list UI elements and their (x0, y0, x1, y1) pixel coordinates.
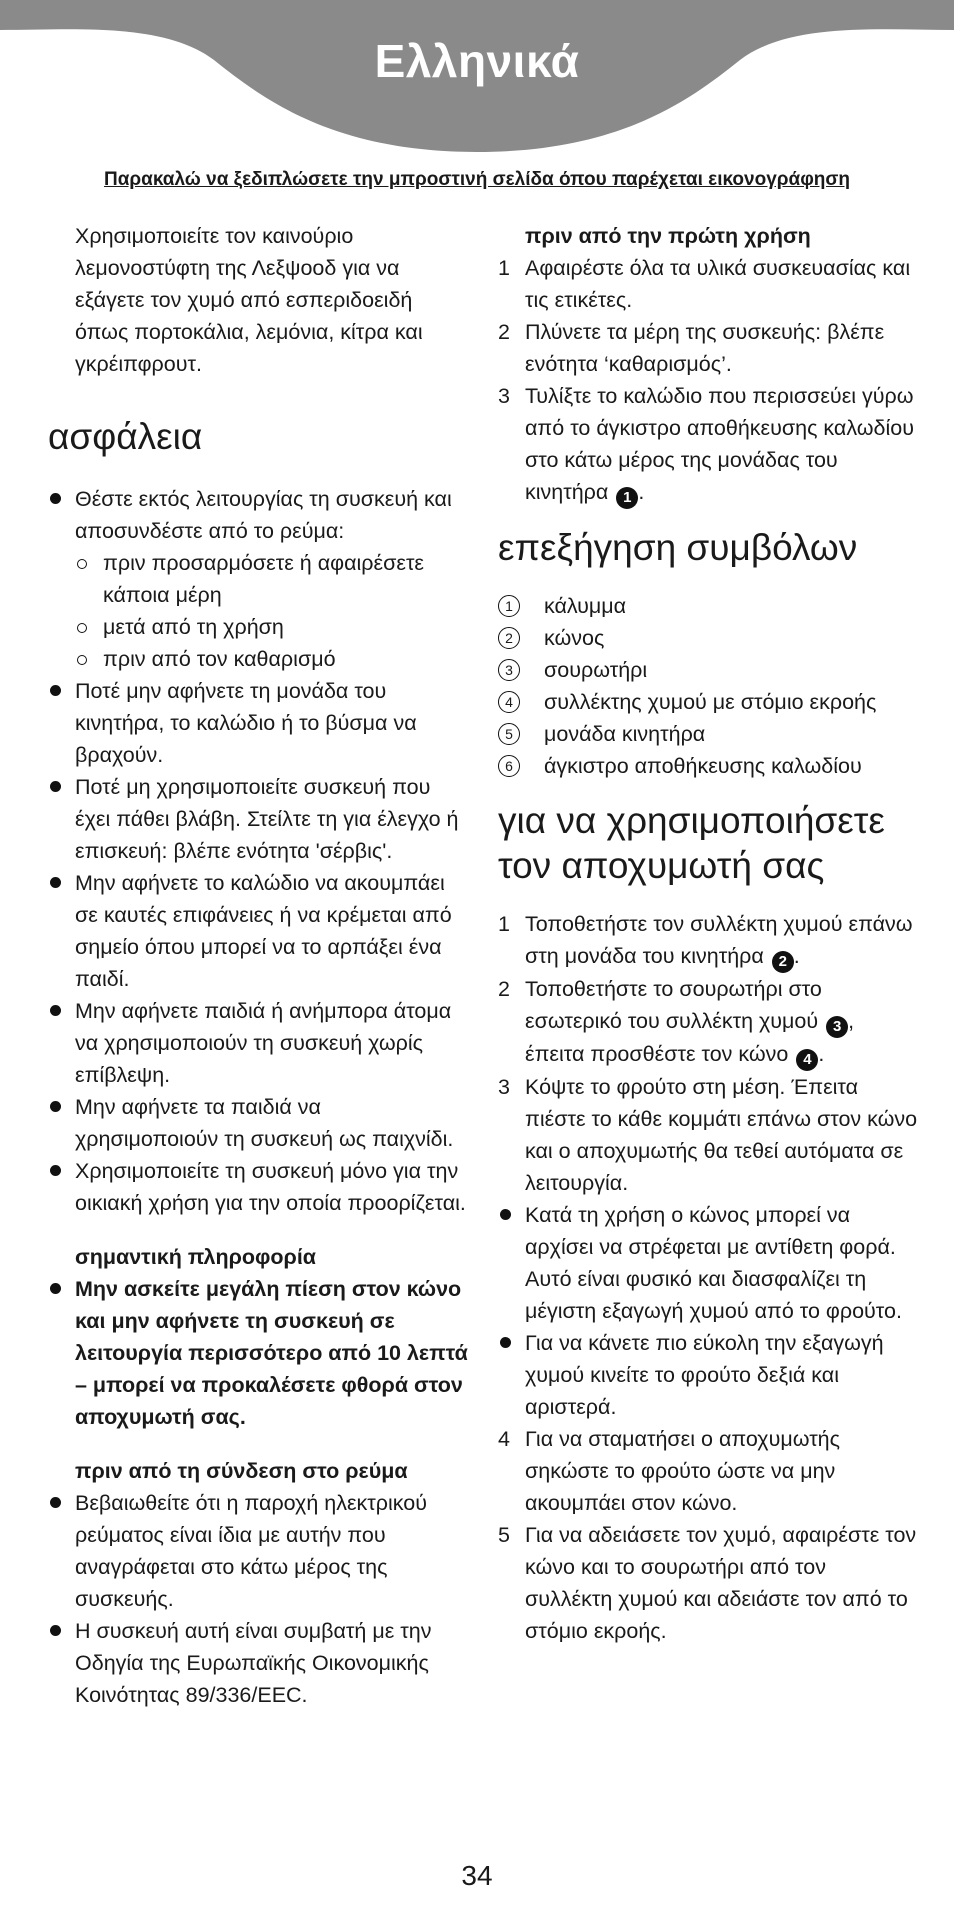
figure-reference-badge: 1 (616, 487, 638, 509)
sub-list-item: μετά από τη χρήση (48, 611, 468, 643)
list-item: Μην αφήνετε το καλώδιο να ακουμπάει σε καυτές επιφάνειες ή να κρέμεται από σημείο όπου μπορεί να το αρπάξει ένα παιδί. (48, 867, 468, 995)
before-plug-list (48, 1487, 468, 1711)
step-number: 2 (498, 977, 510, 1001)
step-item: 2 Πλύνετε τα μέρη της συσκευής: βλέπε ενότητα ‘καθαρισμός’. (498, 316, 918, 380)
important-list (48, 1273, 468, 1433)
circled-number-icon: 4 (498, 691, 520, 713)
list-item: Ποτέ μην αφήνετε τη μονάδα του κινητήρα, το καλώδιο ή το βύσμα να βραχούν. (48, 675, 468, 771)
step-item: 1 Αφαιρέστε όλα τα υλικά συσκευασίας και τις ετικέτες. (498, 252, 918, 316)
sub-list-item: πριν από τον καθαρισμό (48, 643, 468, 675)
hollow-bullet-icon (77, 655, 87, 665)
bullet-icon (50, 685, 61, 696)
first-use-steps (498, 252, 918, 509)
step-number: 5 (498, 1523, 510, 1547)
safety-list (48, 483, 468, 1219)
bullet-icon (50, 1005, 61, 1016)
step-number: 3 (498, 384, 510, 408)
circled-number-icon: 3 (498, 659, 520, 681)
page-number: 34 (461, 1860, 493, 1891)
header-banner (0, 0, 954, 160)
symbol-item: 1 κάλυμμα (498, 590, 918, 622)
symbol-item: 2 κώνος (498, 622, 918, 654)
list-item: Η συσκευή αυτή είναι συμβατή με την Οδηγία της Ευρωπαϊκής Οικονομικής Κοινότητας 89/336/EEC. (48, 1615, 468, 1711)
symbols-heading: επεξήγηση συμβόλων (498, 527, 858, 568)
bullet-icon (50, 877, 61, 888)
step-item: 2 Τοποθετήστε το σουρωτήρι στο εσωτερικό του συλλέκτη χυμού 3 , έπειτα προσθέστε τον κώνο 4 . (498, 973, 918, 1071)
safety-heading: ασφάλεια (48, 416, 203, 457)
circled-number-icon: 1 (498, 595, 520, 617)
bullet-icon (50, 1165, 61, 1176)
fold-out-notice: Παρακαλώ να ξεδιπλώσετε την μπροστινή σελίδα όπου παρέχεται εικονογράφηση (103, 169, 851, 190)
step-item: 4 Για να σταματήσει ο αποχυμωτής σηκώστε το φρούτο ώστε να μην ακουμπάει στον κώνο. (498, 1423, 918, 1519)
list-item: Μην αφήνετε παιδιά ή ανήμπορα άτομα να χρησιμοποιούν τη συσκευή χωρίς επίβλεψη. (48, 995, 468, 1091)
right-column (498, 220, 918, 1647)
list-item: Μην αφήνετε τα παιδιά να χρησιμοποιούν τη συσκευή ως παιχνίδι. (48, 1091, 468, 1155)
list-item: Ποτέ μη χρησιμοποιείτε συσκευή που έχει πάθει βλάβη. Στείλτε τη για έλεγχο ή επισκευή: βλέπε ενότητα 'σέρβις'. (48, 771, 468, 867)
symbol-item: 4 συλλέκτης χυμού με στόμιο εκροής (498, 686, 918, 718)
figure-reference-badge: 4 (796, 1049, 818, 1071)
sub-list-item: πριν προσαρμόσετε ή αφαιρέσετε κάποια μέρη (48, 547, 468, 611)
circled-number-icon: 5 (498, 723, 520, 745)
step-number: 1 (498, 912, 510, 936)
symbol-item: 6 άγκιστρο αποθήκευσης καλωδίου (498, 750, 918, 782)
important-heading: σημαντική πληροφορία (75, 1245, 317, 1269)
hollow-bullet-icon (77, 559, 87, 569)
intro-paragraph: Χρησιμοποιείτε τον καινούριο λεμονοστύφτη της Λεξψοοδ για να εξάγετε τον χυμό από εσπεριδοειδή όπως πορτοκάλια, λεμόνια, κίτρα και γκρέιπφρουτ. (75, 224, 423, 376)
bullet-icon (50, 1283, 61, 1294)
before-plug-heading: πριν από τη σύνδεση στο ρεύμα (75, 1459, 408, 1483)
step-item: 1 Τοποθετήστε τον συλλέκτη χυμού επάνω στη μονάδα του κινητήρα 2 . (498, 908, 918, 973)
bullet-icon (50, 1625, 61, 1636)
bullet-icon (50, 781, 61, 792)
list-item: Θέστε εκτός λειτουργίας τη συσκευή και αποσυνδέστε από το ρεύμα: (48, 483, 468, 547)
step-number: 4 (498, 1427, 510, 1451)
usage-heading: για να χρησιμοποιήσετε τον αποχυμωτή σας (498, 800, 885, 886)
step-item: 3 Κόψτε το φρούτο στη μέση. Έπειτα πιέστε το κάθε κομμάτι επάνω στον κώνο και ο αποχυμωτής θα τεθεί αυτόματα σε λειτουργία. (498, 1071, 918, 1199)
symbols-list (498, 590, 918, 782)
symbol-item: 3 σουρωτήρι (498, 654, 918, 686)
figure-reference-badge: 3 (826, 1016, 848, 1038)
step-number: 2 (498, 320, 510, 344)
circled-number-icon: 6 (498, 755, 520, 777)
step-number: 3 (498, 1075, 510, 1099)
bullet-icon (50, 493, 61, 504)
language-title: Ελληνικά (374, 35, 580, 87)
step-item: 5 Για να αδειάσετε τον χυμό, αφαιρέστε τον κώνο και το σουρωτήρι από τον συλλέκτη χυμού και αδειάστε τον από το στόμιο εκροής. (498, 1519, 918, 1647)
circled-number-icon: 2 (498, 627, 520, 649)
list-item: Βεβαιωθείτε ότι η παροχή ηλεκτρικού ρεύματος είναι ίδια με αυτήν που αναγράφεται στο κάτω μέρος της συσκευής. (48, 1487, 468, 1615)
list-item: Για να κάνετε πιο εύκολη την εξαγωγή χυμού κινείτε το φρούτο δεξιά και αριστερά. (498, 1327, 918, 1423)
bullet-icon (50, 1101, 61, 1112)
step-item: 3 Τυλίξτε το καλώδιο που περισσεύει γύρω από το άγκιστρο αποθήκευσης καλωδίου στο κάτω μέρος της μονάδας του κινητήρα 1 . (498, 380, 918, 509)
hollow-bullet-icon (77, 623, 87, 633)
left-column (48, 220, 468, 1711)
first-use-heading: πριν από την πρώτη χρήση (525, 224, 811, 248)
step-number: 1 (498, 256, 510, 280)
usage-steps (498, 908, 918, 1647)
list-item: Χρησιμοποιείτε τη συσκευή μόνο για την οικιακή χρήση για την οποία προορίζεται. (48, 1155, 468, 1219)
list-item: Κατά τη χρήση ο κώνος μπορεί να αρχίσει να στρέφεται με αντίθετη φορά. Αυτό είναι φυσικό και διασφαλίζει τη μέγιστη εξαγωγή χυμού από το φρούτο. (498, 1199, 918, 1327)
figure-reference-badge: 2 (772, 951, 794, 973)
bullet-icon (500, 1209, 511, 1220)
bullet-icon (50, 1497, 61, 1508)
bullet-icon (500, 1337, 511, 1348)
symbol-item: 5 μονάδα κινητήρα (498, 718, 918, 750)
list-item: Μην ασκείτε μεγάλη πίεση στον κώνο και μην αφήνετε τη συσκευή σε λειτουργία περισσότερο από 10 λεπτά – μπορεί να προκαλέσετε φθορά στον αποχυμωτή σας. (48, 1273, 468, 1433)
